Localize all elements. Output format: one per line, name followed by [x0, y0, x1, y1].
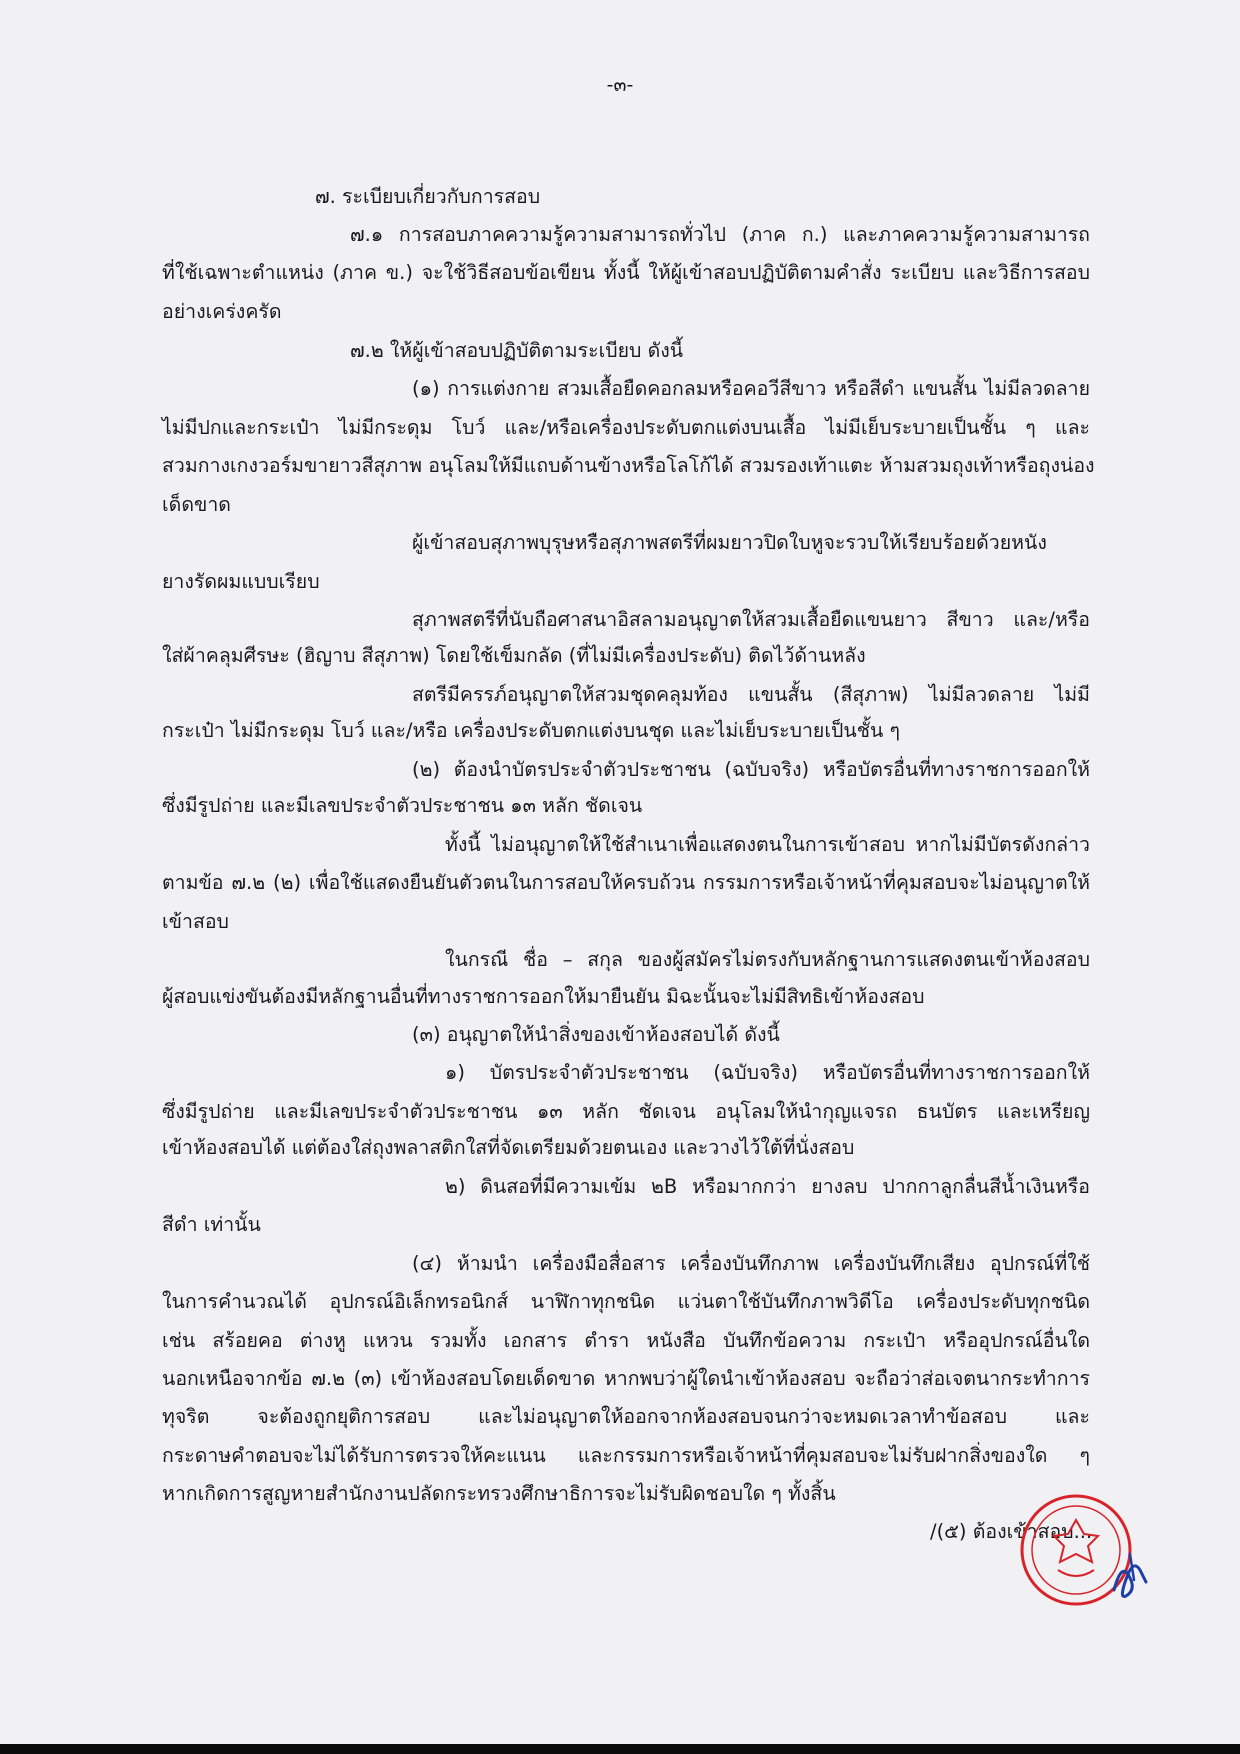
paragraph-line: ซึ่งมีรูปถ่าย และมีเลขประจำตัวประชาชน ๑๓ หลัก ชัดเจน — [162, 794, 643, 817]
continuation-marker: /(๕) ต้องเข้าสอบ... — [930, 1520, 1093, 1543]
paragraph-line: (๓) อนุญาตให้นำสิ่งของเข้าห้องสอบได้ ดังนี้ — [412, 1023, 780, 1046]
paragraph-line: (๔) ห้ามนำ เครื่องมือสื่อสาร เครื่องบันทึกภาพ เครื่องบันทึกเสียง อุปกรณ์ที่ใช้ — [412, 1252, 1090, 1275]
paragraph-line: นอกเหนือจากข้อ ๗.๒ (๓) เข้าห้องสอบโดยเด็ดขาด หากพบว่าผู้ใดนำเข้าห้องสอบ จะถือว่าส่อเจตนากระทำการ — [162, 1367, 1090, 1390]
paragraph-line: สตรีมีครรภ์อนุญาตให้สวมชุดคลุมท้อง แขนสั้น (สีสุภาพ) ไม่มีลวดลาย ไม่มี — [412, 683, 1090, 706]
paragraph-line: กระดาษคำตอบจะไม่ได้รับการตรวจให้คะแนน และกรรมการหรือเจ้าหน้าที่คุมสอบจะไม่รับฝากสิ่งของใด ๆ — [162, 1444, 1090, 1467]
paragraph-line: สุภาพสตรีที่นับถือศาสนาอิสลามอนุญาตให้สวมเสื้อยืดแขนยาว สีขาว และ/หรือ — [412, 608, 1090, 631]
paragraph-line: ทุจริต จะต้องถูกยุติการสอบ และไม่อนุญาตให้ออกจากห้องสอบจนกว่าจะหมดเวลาทำข้อสอบ และ — [162, 1405, 1090, 1428]
section-heading: ๗. ระเบียบเกี่ยวกับการสอบ — [315, 185, 541, 208]
paragraph-line: ที่ใช้เฉพาะตำแหน่ง (ภาค ข.) จะใช้วิธีสอบข้อเขียน ทั้งนี้ ให้ผู้เข้าสอบปฏิบัติตามคำสั่ง ระเบียบ และวิธีการสอบ — [162, 261, 1090, 284]
paragraph-line: เข้าสอบ — [162, 910, 229, 933]
paragraph-line: ๑) บัตรประจำตัวประชาชน (ฉบับจริง) หรือบัตรอื่นที่ทางราชการออกให้ — [445, 1061, 1090, 1084]
paragraph-line: ในการคำนวณได้ อุปกรณ์อิเล็กทรอนิกส์ นาฬิกาทุกชนิด แว่นตาใช้บันทึกภาพวิดีโอ เครื่องประดับทุกชนิด — [162, 1290, 1090, 1313]
paragraph-line: ๗.๑ การสอบภาคความรู้ความสามารถทั่วไป (ภาค ก.) และภาคความรู้ความสามารถ — [350, 223, 1090, 246]
paragraph-line: เข้าห้องสอบได้ แต่ต้องใส่ถุงพลาสติกใสที่จัดเตรียมด้วยตนเอง และวางไว้ใต้ที่นั่งสอบ — [162, 1136, 855, 1159]
paragraph-line: ไม่มีปกและกระเป๋า ไม่มีกระดุม โบว์ และ/หรือเครื่องประดับตกแต่งบนเสื้อ ไม่มีเย็บระบายเป็นชั้น ๆ และ — [162, 416, 1090, 439]
paragraph-line: (๑) การแต่งกาย สวมเสื้อยืดคอกลมหรือคอวีสีขาว หรือสีดำ แขนสั้น ไม่มีลวดลาย — [412, 377, 1090, 400]
paragraph-line: อย่างเคร่งครัด — [162, 300, 282, 323]
paragraph-line: ตามข้อ ๗.๒ (๒) เพื่อใช้แสดงยืนยันตัวตนในการสอบให้ครบถ้วน กรรมการหรือเจ้าหน้าที่คุมสอบจะไม่อนุญาตให้ — [162, 871, 1090, 894]
paragraph-line: หากเกิดการสูญหายสำนักงานปลัดกระทรวงศึกษาธิการจะไม่รับผิดชอบใด ๆ ทั้งสิ้น — [162, 1482, 836, 1505]
paragraph-line: ผู้สอบแข่งขันต้องมีหลักฐานอื่นที่ทางราชการออกให้มายืนยัน มิฉะนั้นจะไม่มีสิทธิเข้าห้องสอบ — [162, 985, 925, 1008]
official-seal-stamp — [1018, 1490, 1158, 1610]
paragraph-line: ๒) ดินสอที่มีความเข้ม ๒B หรือมากกว่า ยางลบ ปากกาลูกลื่นสีน้ำเงินหรือ — [445, 1175, 1090, 1198]
paragraph-line: ทั้งนี้ ไม่อนุญาตให้ใช้สำเนาเพื่อแสดงตนในการเข้าสอบ หากไม่มีบัตรดังกล่าว — [445, 833, 1090, 856]
paragraph-line: สีดำ เท่านั้น — [162, 1213, 261, 1236]
paragraph-line: กระเป๋า ไม่มีกระดุม โบว์ และ/หรือ เครื่องประดับตกแต่งบนชุด และไม่เย็บระบายเป็นชั้น ๆ — [162, 719, 900, 742]
scan-edge — [0, 1744, 1240, 1754]
subsection-heading: ๗.๒ ให้ผู้เข้าสอบปฏิบัติตามระเบียบ ดังนี้ — [350, 339, 684, 362]
paragraph-line: เช่น สร้อยคอ ต่างหู แหวน รวมทั้ง เอกสาร ตำรา หนังสือ บันทึกข้อความ กระเป๋า หรืออุปกรณ์อื่นใด — [162, 1329, 1090, 1352]
paragraph-line: ซึ่งมีรูปถ่าย และมีเลขประจำตัวประชาชน ๑๓ หลัก ชัดเจน อนุโลมให้นำกุญแจรถ ธนบัตร และเหรียญ — [162, 1100, 1090, 1123]
paragraph-line: ใส่ผ้าคลุมศีรษะ (ฮิญาบ สีสุภาพ) โดยใช้เข็มกลัด (ที่ไม่มีเครื่องประดับ) ติดไว้ด้านหลัง — [162, 644, 866, 667]
paragraph-line: ผู้เข้าสอบสุภาพบุรุษหรือสุภาพสตรีที่ผมยาวปิดใบหูจะรวบให้เรียบร้อยด้วยหนัง — [412, 531, 1047, 554]
paragraph-line: (๒) ต้องนำบัตรประจำตัวประชาชน (ฉบับจริง) หรือบัตรอื่นที่ทางราชการออกให้ — [412, 758, 1090, 781]
paragraph-line: ยางรัดผมแบบเรียบ — [162, 570, 320, 593]
paragraph-line: ในกรณี ชื่อ – สกุล ของผู้สมัครไม่ตรงกับหลักฐานการแสดงตนเข้าห้องสอบ — [445, 948, 1090, 971]
paragraph-line: สวมกางเกงวอร์มขายาวสีสุภาพ อนุโลมให้มีแถบด้านข้างหรือโลโก้ได้ สวมรองเท้าแตะ ห้ามสวมถุงเท้าหรือถุงน่อง — [162, 454, 1095, 477]
paragraph-line: เด็ดขาด — [162, 493, 231, 516]
garuda-emblem-icon — [1054, 1520, 1098, 1562]
page-number: -๓- — [606, 74, 634, 96]
